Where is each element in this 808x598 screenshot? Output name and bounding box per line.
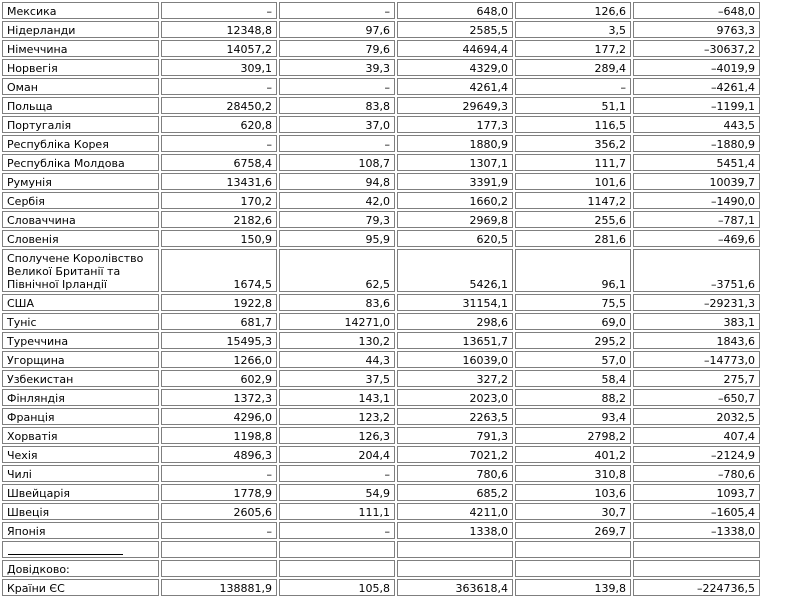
value-cell-c5: 1093,7 [633, 484, 760, 501]
value-cell-c2: 37,0 [279, 116, 395, 133]
value-cell-c2: 126,3 [279, 427, 395, 444]
country-cell: Румунія [2, 173, 159, 190]
country-cell: Португалія [2, 116, 159, 133]
country-cell: Хорватія [2, 427, 159, 444]
value-cell-c5: –648,0 [633, 2, 760, 19]
country-cell: Мексика [2, 2, 159, 19]
country-cell: Швейцарія [2, 484, 159, 501]
value-cell-c2: 83,8 [279, 97, 395, 114]
value-cell-c5: 2032,5 [633, 408, 760, 425]
value-cell-c2: 108,7 [279, 154, 395, 171]
value-cell-c4: 289,4 [515, 59, 631, 76]
value-cell-c1: 6758,4 [161, 154, 277, 171]
value-cell-c5: –224736,5 [633, 579, 760, 596]
table-row [2, 40, 760, 57]
value-cell-c5: –1605,4 [633, 503, 760, 520]
table-row [2, 154, 760, 171]
value-cell-c3: 1338,0 [397, 522, 513, 539]
country-cell: Туніс [2, 313, 159, 330]
value-cell-c4 [515, 560, 631, 577]
value-cell-c5: 9763,3 [633, 21, 760, 38]
value-cell-c3: 4211,0 [397, 503, 513, 520]
value-cell-c2: 204,4 [279, 446, 395, 463]
value-cell-c2: 94,8 [279, 173, 395, 190]
value-cell-c3: 44694,4 [397, 40, 513, 57]
value-cell-c3: 4261,4 [397, 78, 513, 95]
value-cell-c1: – [161, 465, 277, 482]
value-cell-c2: 111,1 [279, 503, 395, 520]
table-row [2, 230, 760, 247]
table-row [2, 21, 760, 38]
table-row [2, 211, 760, 228]
table-row [2, 446, 760, 463]
value-cell-c4: 356,2 [515, 135, 631, 152]
value-cell-c3: 1660,2 [397, 192, 513, 209]
country-cell: Словенія [2, 230, 159, 247]
value-cell-c4: 111,7 [515, 154, 631, 171]
value-cell-c5: 1843,6 [633, 332, 760, 349]
value-cell-c3: 7021,2 [397, 446, 513, 463]
table-row [2, 97, 760, 114]
value-cell-c4: 126,6 [515, 2, 631, 19]
value-cell-c2: – [279, 465, 395, 482]
value-cell-c1: 2605,6 [161, 503, 277, 520]
value-cell-c1: 602,9 [161, 370, 277, 387]
table-row [2, 484, 760, 501]
value-cell-c1: 138881,9 [161, 579, 277, 596]
value-cell-c1: 15495,3 [161, 332, 277, 349]
country-cell: Норвегія [2, 59, 159, 76]
value-cell-c1: 2182,6 [161, 211, 277, 228]
value-cell-c4: 101,6 [515, 173, 631, 190]
value-cell-c3 [397, 560, 513, 577]
table-row [2, 408, 760, 425]
country-cell: США [2, 294, 159, 311]
country-cell: Сербія [2, 192, 159, 209]
value-cell-c4: 58,4 [515, 370, 631, 387]
value-cell-c1: 309,1 [161, 59, 277, 76]
value-cell-c2: 130,2 [279, 332, 395, 349]
value-cell-c1: – [161, 522, 277, 539]
value-cell-c4: 96,1 [515, 249, 631, 292]
value-cell-c5: –787,1 [633, 211, 760, 228]
value-cell-c3: 5426,1 [397, 249, 513, 292]
value-cell-c2: – [279, 522, 395, 539]
footnote-separator [8, 554, 123, 555]
value-cell-c1: 1674,5 [161, 249, 277, 292]
value-cell-c2: 95,9 [279, 230, 395, 247]
table-row [2, 116, 760, 133]
value-cell-c4 [515, 541, 631, 558]
value-cell-c4: 57,0 [515, 351, 631, 368]
value-cell-c3: 16039,0 [397, 351, 513, 368]
value-cell-c5 [633, 541, 760, 558]
value-cell-c1: 28450,2 [161, 97, 277, 114]
table-row [2, 249, 760, 292]
table-row [2, 2, 760, 19]
table-row [2, 135, 760, 152]
value-cell-c5: 10039,7 [633, 173, 760, 190]
value-cell-c2: 143,1 [279, 389, 395, 406]
country-cell: Польща [2, 97, 159, 114]
table-row [2, 59, 760, 76]
value-cell-c1: 12348,8 [161, 21, 277, 38]
value-cell-c3: 2263,5 [397, 408, 513, 425]
value-cell-c2: 62,5 [279, 249, 395, 292]
value-cell-c5 [633, 560, 760, 577]
value-cell-c3: 3391,9 [397, 173, 513, 190]
value-cell-c4: 30,7 [515, 503, 631, 520]
value-cell-c4: 116,5 [515, 116, 631, 133]
value-cell-c3: 4329,0 [397, 59, 513, 76]
value-cell-c3: 177,3 [397, 116, 513, 133]
value-cell-c2: 37,5 [279, 370, 395, 387]
value-cell-c3: 13651,7 [397, 332, 513, 349]
value-cell-c4: 3,5 [515, 21, 631, 38]
value-cell-c5: 407,4 [633, 427, 760, 444]
value-cell-c2: – [279, 78, 395, 95]
value-cell-c1: 1778,9 [161, 484, 277, 501]
table-row [2, 351, 760, 368]
value-cell-c4: 88,2 [515, 389, 631, 406]
country-cell: Японія [2, 522, 159, 539]
value-cell-c3 [397, 541, 513, 558]
value-cell-c5: –29231,3 [633, 294, 760, 311]
value-cell-c4: 51,1 [515, 97, 631, 114]
value-cell-c5: –14773,0 [633, 351, 760, 368]
country-cell [2, 541, 159, 558]
value-cell-c1: 1372,3 [161, 389, 277, 406]
value-cell-c3: 2585,5 [397, 21, 513, 38]
value-cell-c2: 79,6 [279, 40, 395, 57]
country-cell: Франція [2, 408, 159, 425]
value-cell-c5: 383,1 [633, 313, 760, 330]
country-cell: Довідково: [2, 560, 159, 577]
value-cell-c4: 269,7 [515, 522, 631, 539]
value-cell-c5: –2124,9 [633, 446, 760, 463]
country-cell: Сполучене Королівство Великої Британії та Північної Ірландії [2, 249, 159, 292]
value-cell-c5: –1199,1 [633, 97, 760, 114]
table-row [2, 465, 760, 482]
value-cell-c5: 443,5 [633, 116, 760, 133]
value-cell-c1: 4296,0 [161, 408, 277, 425]
value-cell-c4: 75,5 [515, 294, 631, 311]
value-cell-c4: 281,6 [515, 230, 631, 247]
value-cell-c2: 39,3 [279, 59, 395, 76]
value-cell-c3: 780,6 [397, 465, 513, 482]
value-cell-c1: – [161, 2, 277, 19]
value-cell-c3: 2969,8 [397, 211, 513, 228]
value-cell-c1: 1198,8 [161, 427, 277, 444]
table-row [2, 389, 760, 406]
value-cell-c4: 310,8 [515, 465, 631, 482]
country-cell: Швеція [2, 503, 159, 520]
trade-table-body [2, 2, 760, 596]
value-cell-c5: 5451,4 [633, 154, 760, 171]
table-row [2, 560, 760, 577]
value-cell-c3: 298,6 [397, 313, 513, 330]
value-cell-c4: 69,0 [515, 313, 631, 330]
value-cell-c2: 54,9 [279, 484, 395, 501]
country-cell: Чехія [2, 446, 159, 463]
table-row [2, 332, 760, 349]
table-row [2, 541, 760, 558]
value-cell-c1 [161, 541, 277, 558]
value-cell-c2: 14271,0 [279, 313, 395, 330]
value-cell-c4: 2798,2 [515, 427, 631, 444]
value-cell-c2: 44,3 [279, 351, 395, 368]
country-cell: Німеччина [2, 40, 159, 57]
value-cell-c1: 620,8 [161, 116, 277, 133]
value-cell-c2 [279, 541, 395, 558]
value-cell-c2: – [279, 135, 395, 152]
value-cell-c5: –1490,0 [633, 192, 760, 209]
value-cell-c4: 139,8 [515, 579, 631, 596]
value-cell-c1: 13431,6 [161, 173, 277, 190]
table-row [2, 78, 760, 95]
value-cell-c5: –780,6 [633, 465, 760, 482]
country-cell: Туреччина [2, 332, 159, 349]
value-cell-c4: 1147,2 [515, 192, 631, 209]
value-cell-c1: 1922,8 [161, 294, 277, 311]
value-cell-c3: 1307,1 [397, 154, 513, 171]
value-cell-c5: –1338,0 [633, 522, 760, 539]
country-cell: Оман [2, 78, 159, 95]
country-cell: Країни ЄС [2, 579, 159, 596]
value-cell-c1: 1266,0 [161, 351, 277, 368]
value-cell-c5: –1880,9 [633, 135, 760, 152]
table-row [2, 192, 760, 209]
value-cell-c4: – [515, 78, 631, 95]
country-cell: Республіка Молдова [2, 154, 159, 171]
value-cell-c5: –30637,2 [633, 40, 760, 57]
value-cell-c2: 42,0 [279, 192, 395, 209]
country-cell: Узбекистан [2, 370, 159, 387]
value-cell-c4: 103,6 [515, 484, 631, 501]
value-cell-c5: –3751,6 [633, 249, 760, 292]
value-cell-c2: 83,6 [279, 294, 395, 311]
value-cell-c1: 170,2 [161, 192, 277, 209]
value-cell-c4: 295,2 [515, 332, 631, 349]
value-cell-c3: 648,0 [397, 2, 513, 19]
value-cell-c3: 1880,9 [397, 135, 513, 152]
value-cell-c2: 79,3 [279, 211, 395, 228]
table-row [2, 503, 760, 520]
value-cell-c5: –4019,9 [633, 59, 760, 76]
value-cell-c2: 123,2 [279, 408, 395, 425]
table-row [2, 427, 760, 444]
value-cell-c5: –469,6 [633, 230, 760, 247]
country-cell: Словаччина [2, 211, 159, 228]
country-cell: Чилі [2, 465, 159, 482]
value-cell-c2: 97,6 [279, 21, 395, 38]
country-cell: Фінляндія [2, 389, 159, 406]
value-cell-c4: 177,2 [515, 40, 631, 57]
value-cell-c4: 93,4 [515, 408, 631, 425]
value-cell-c1: 14057,2 [161, 40, 277, 57]
value-cell-c1 [161, 560, 277, 577]
value-cell-c1: 4896,3 [161, 446, 277, 463]
value-cell-c3: 327,2 [397, 370, 513, 387]
value-cell-c5: –4261,4 [633, 78, 760, 95]
country-cell: Республіка Корея [2, 135, 159, 152]
value-cell-c3: 2023,0 [397, 389, 513, 406]
value-cell-c3: 791,3 [397, 427, 513, 444]
table-row [2, 313, 760, 330]
value-cell-c3: 31154,1 [397, 294, 513, 311]
value-cell-c1: – [161, 135, 277, 152]
table-row [2, 294, 760, 311]
value-cell-c1: 150,9 [161, 230, 277, 247]
value-cell-c1: – [161, 78, 277, 95]
value-cell-c1: 681,7 [161, 313, 277, 330]
value-cell-c3: 29649,3 [397, 97, 513, 114]
table-row [2, 173, 760, 190]
value-cell-c2 [279, 560, 395, 577]
country-cell: Нідерланди [2, 21, 159, 38]
table-row [2, 370, 760, 387]
value-cell-c2: 105,8 [279, 579, 395, 596]
value-cell-c3: 620,5 [397, 230, 513, 247]
value-cell-c4: 401,2 [515, 446, 631, 463]
table-row [2, 522, 760, 539]
value-cell-c5: 275,7 [633, 370, 760, 387]
country-cell: Угорщина [2, 351, 159, 368]
value-cell-c3: 363618,4 [397, 579, 513, 596]
value-cell-c3: 685,2 [397, 484, 513, 501]
table-row [2, 579, 760, 596]
value-cell-c5: –650,7 [633, 389, 760, 406]
value-cell-c2: – [279, 2, 395, 19]
value-cell-c4: 255,6 [515, 211, 631, 228]
